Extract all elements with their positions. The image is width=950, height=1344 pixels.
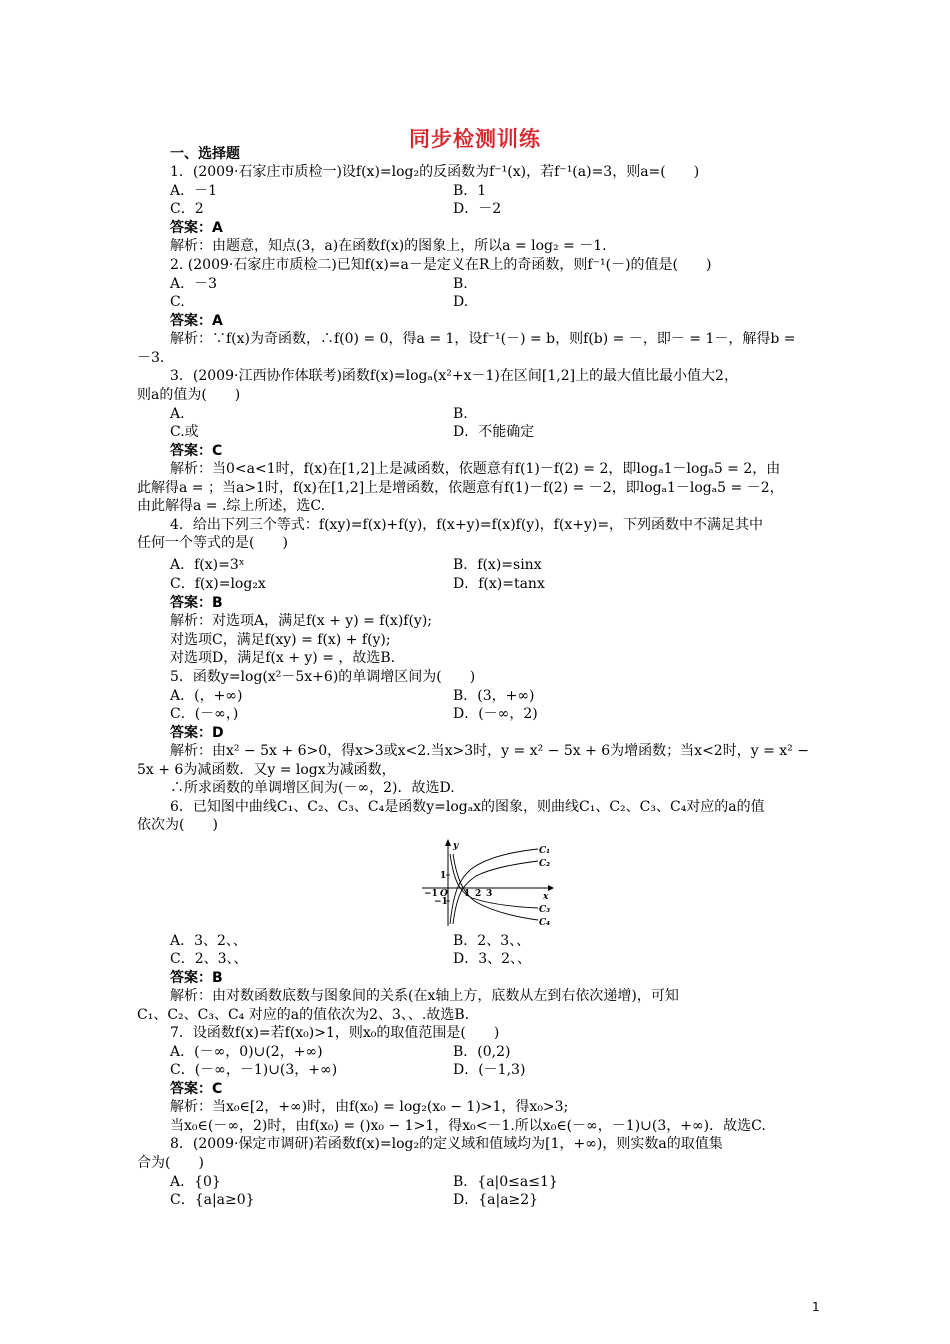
text-line: 答案：B: [170, 595, 223, 611]
text-line: 8．(2009·保定市调研)若函数f(x)=log₂的定义域和值域均为[1，+∞)，则实数a的取值集: [170, 1136, 723, 1152]
option-line: B．(3，+∞): [453, 688, 535, 704]
page-title: 同步检测训练: [409, 127, 541, 151]
text-line: 对选项C，满足f(xy) = f(x) + f(y);: [170, 632, 391, 648]
option-line: B．1: [453, 183, 487, 199]
text-line: 解析：当x₀∈[2，+∞)时，由f(x₀) = log₂(x₀ − 1)>1，得x₀>3;: [170, 1099, 569, 1115]
text-line: ∴所求函数的单调增区间为(－∞，2)．故选D.: [170, 780, 455, 796]
tick-label-origin: O: [440, 889, 448, 899]
curve-label-c2: C₂: [539, 859, 551, 869]
y-axis-arrow: [445, 839, 451, 846]
text-line: C．{a|a≥0}: [170, 1192, 255, 1208]
tick-label-y-neg-one: −1: [434, 897, 448, 907]
text-line: 5．函数y=log(x²－5x+6)的单调增区间为( ): [170, 669, 476, 685]
text-line: 解析：由对数函数底数与图象间的关系(在x轴上方，底数从左到右依次递增)，可知: [170, 988, 679, 1004]
text-line: 解析：对选项A，满足f(x + y) = f(x)f(y);: [170, 613, 433, 629]
curve-c4: [453, 854, 538, 920]
text-line: C．(－∞，－1)∪(3，+∞): [170, 1062, 338, 1078]
text-line: 答案：C: [170, 1081, 223, 1097]
text-line: 解析：当0<a<1时，f(x)在[1,2]上是减函数，依题意有f(1)－f(2) = 2，即logₐ1－logₐ5 = 2，由: [170, 461, 781, 477]
text-line: 答案：D: [170, 725, 224, 741]
option-line: B．f(x)=sinx: [453, 557, 542, 573]
text-line: 答案：C: [170, 443, 223, 459]
x-axis-arrow: [548, 885, 554, 891]
text-line: C.或: [170, 424, 199, 440]
curve-label-c4: C₄: [539, 918, 551, 928]
curve-c1: [450, 849, 538, 924]
page-number: 1: [812, 1300, 820, 1314]
text-line: A．(－∞，0)∪(2，+∞): [170, 1044, 323, 1060]
text-line: A．－1: [170, 183, 218, 199]
text-line: 解析：∵f(x)为奇函数，∴f(0) = 0，得a = 1，设f⁻¹(－) = b，则f(b) = －，即－ = 1－，解得b =: [170, 331, 796, 347]
text-line: 对选项D，满足f(x + y) = ，故选B.: [170, 650, 396, 666]
text-line: 则a的值为( ): [137, 387, 241, 403]
text-line: 6．已知图中曲线C₁、C₂、C₃、C₄是函数y=logₐx的图象，则曲线C₁、C₂、C₃、C₄对应的a的值: [170, 799, 765, 815]
text-line: A．3、2、、: [170, 933, 247, 949]
text-line: 由此解得a = .综上所述，选C.: [137, 498, 326, 514]
text-line: 答案：B: [170, 970, 223, 986]
text-line: C．(－∞，): [170, 706, 239, 722]
tick-label-x-one: 1: [464, 889, 471, 899]
log-curves-figure: [420, 838, 555, 928]
option-line: D．(－1,3): [453, 1062, 526, 1078]
text-line: C.: [170, 294, 185, 310]
text-line: 此解得a = ；当a>1时，f(x)在[1,2]上是增函数，依题意有f(1)－f(2) = －2，即logₐ1－logₐ5 = －2，: [137, 480, 784, 496]
option-line: B．{a|0≤a≤1}: [453, 1174, 558, 1190]
text-line: 解析：由x² − 5x + 6>0，得x>3或x<2.当x>3时，y = x² − 5x + 6为增函数；当x<2时，y = x² −: [170, 743, 809, 759]
option-line: B.: [453, 276, 468, 292]
option-line: D．－2: [453, 201, 502, 217]
text-line: 当x₀∈(－∞，2)时，由f(x₀) = ()x₀ − 1>1，得x₀<－1.所以x₀∈(－∞，－1)∪(3，+∞)．故选C.: [170, 1118, 766, 1134]
option-line: D．不能确定: [453, 424, 535, 440]
text-line: 5x + 6为减函数．又y = logx为减函数，: [137, 762, 396, 778]
option-line: B.: [453, 406, 468, 422]
text-line: C．2: [170, 201, 204, 217]
text-line: 合为( ): [137, 1155, 204, 1171]
text-line: C．f(x)=log₂x: [170, 576, 266, 592]
text-line: A.: [170, 406, 185, 422]
text-line: 7．设函数f(x)=若f(x₀)>1，则x₀的取值范围是( ): [170, 1025, 500, 1041]
text-line: 4．给出下列三个等式：f(xy)=f(x)+f(y)，f(x+y)=f(x)f(y)，f(x+y)=，下列函数中不满足其中: [170, 517, 764, 533]
text-line: A．{0}: [170, 1174, 221, 1190]
option-line: B．(0,2): [453, 1044, 511, 1060]
tick-label-x-two: 2: [475, 889, 482, 899]
x-axis-label: x: [543, 892, 549, 902]
text-line: C₁、C₂、C₃、C₄ 对应的a的值依次为2、3、、.故选B.: [137, 1007, 470, 1023]
text-line: A．(，+∞): [170, 688, 243, 704]
option-line: D.: [453, 294, 469, 310]
curve-c3: [450, 854, 538, 908]
y-axis-label: y: [453, 841, 459, 851]
option-line: B．2、3、、: [453, 933, 531, 949]
option-line: D．{a|a≥2}: [453, 1192, 539, 1208]
text-line: 2. (2009·石家庄市质检二)已知f(x)=a－是定义在R上的奇函数，则f⁻¹(－)的值是( ): [170, 257, 712, 273]
text-line: 解析：由题意，知点(3，a)在函数f(x)的图象上，所以a = log₂ = －1.: [170, 238, 607, 254]
text-line: A．－3: [170, 276, 218, 292]
text-line: 答案：A: [170, 220, 223, 236]
text-line: C．2、3、、: [170, 951, 248, 967]
text-line: 任何一个等式的是( ): [137, 535, 288, 551]
tick-label-x-three: 3: [486, 889, 493, 899]
curve-label-c1: C₁: [539, 846, 551, 856]
text-line: 3．(2009·江西协作体联考)函数f(x)=logₐ(x²+x－1)在区间[1,2]上的最大值比最小值大2，: [170, 368, 738, 384]
option-line: D．3、2、、: [453, 951, 532, 967]
option-line: D．(－∞，2): [453, 706, 538, 722]
text-line: －3.: [137, 350, 165, 366]
tick-label-y-one: 1: [440, 871, 447, 881]
option-line: D．f(x)=tanx: [453, 576, 545, 592]
curve-label-c3: C₃: [539, 905, 551, 915]
text-line: 依次为( ): [137, 817, 218, 833]
text-line: A．f(x)=3ˣ: [170, 557, 245, 573]
tick-label-x-neg-one: −1: [424, 889, 438, 899]
text-line: 答案：A: [170, 313, 223, 329]
text-line: 1．(2009·石家庄市质检一)设f(x)=log₂的反函数为f⁻¹(x)，若f⁻¹(a)=3，则a=( ): [170, 164, 700, 180]
text-line: 一、选择题: [170, 146, 240, 162]
